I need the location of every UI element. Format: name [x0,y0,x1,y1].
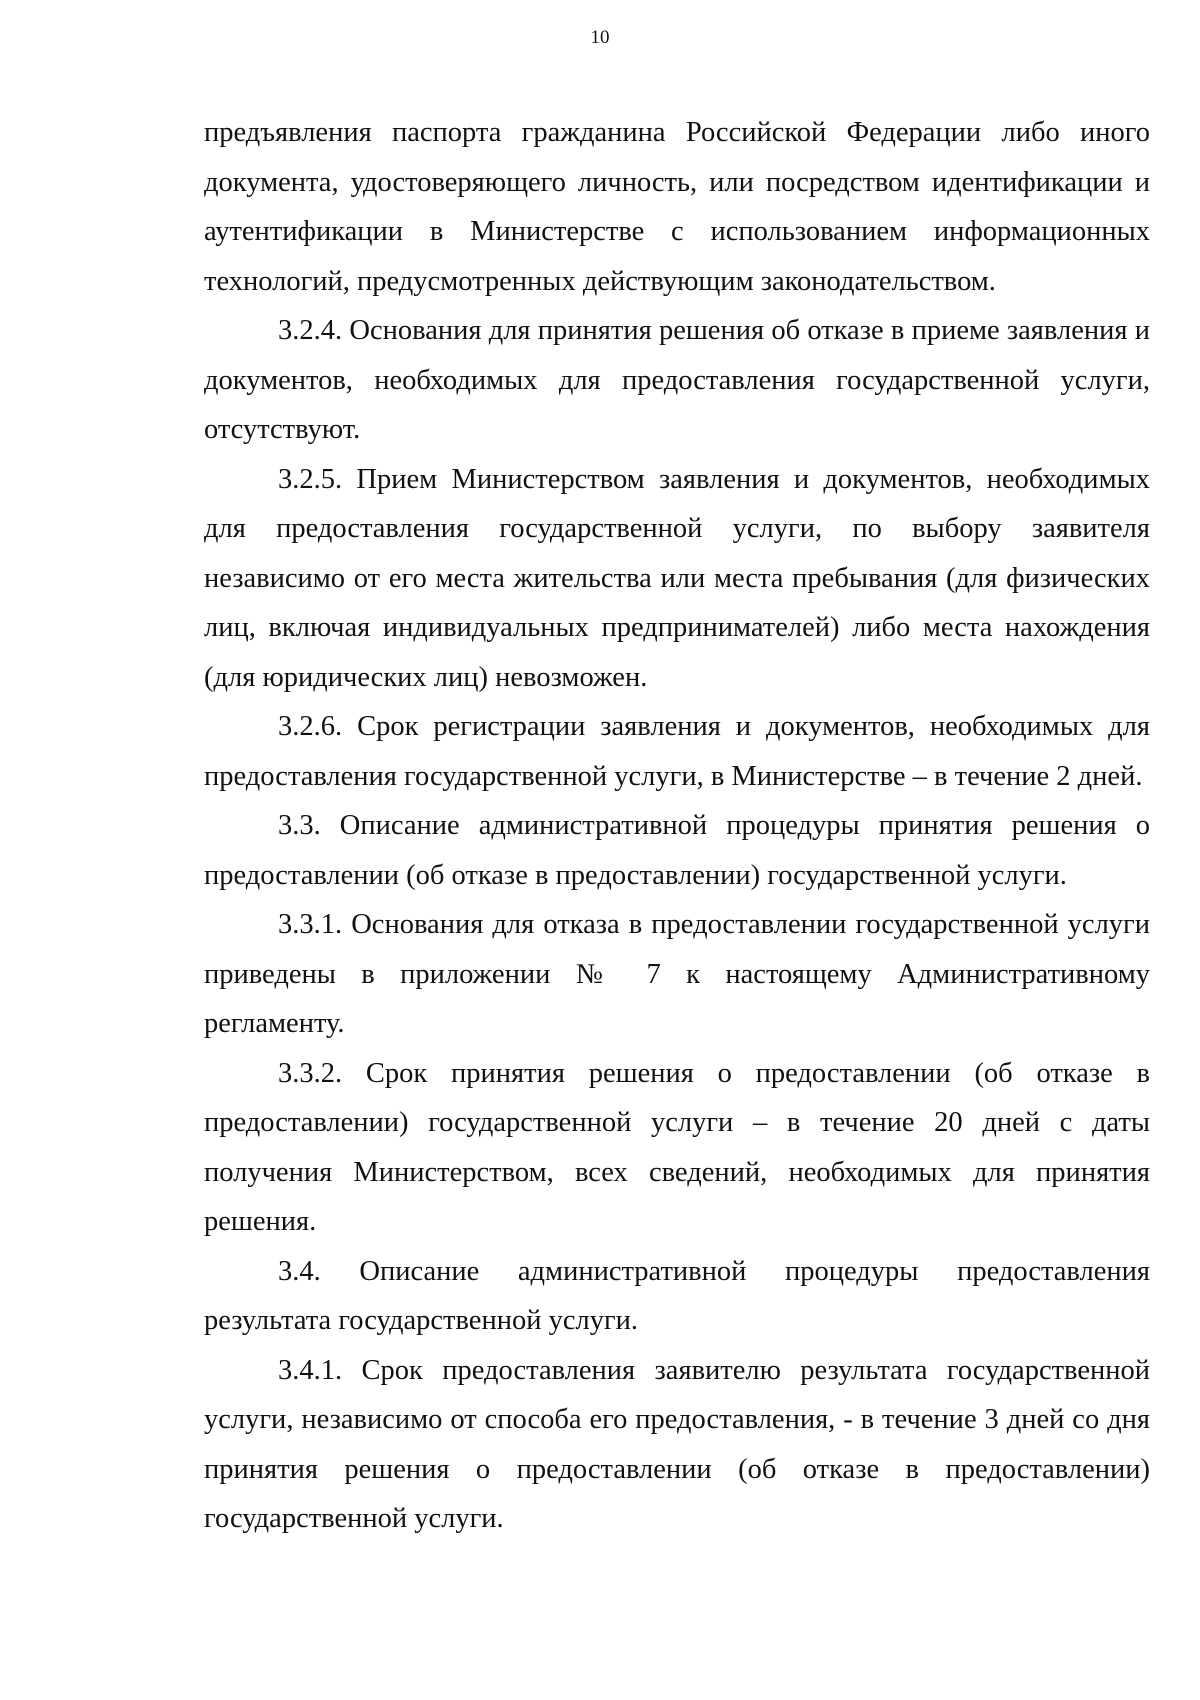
paragraph-3-3: 3.3. Описание административной процедуры принятия решения о предоставлении (об отказе в предоставлении) государственной услуги. [204,810,1150,891]
paragraph-3-2-5: 3.2.5. Прием Министерством заявления и документов, необходимых для предоставления государственной услуги, по выбору заявителя независимо от его места жительства или места пребывания (для физических лиц, включая индивидуальных предпринимателей) либо места нахождения (для юридических лиц) невозможен. [204,463,1150,693]
paragraph-3-4-1: 3.4.1. Срок предоставления заявителю результата государственной услуги, независимо от способа его предоставления, - в течение 3 дней со дня принятия решения о предоставлении (об отказе в предоставлении) государственной услуги. [204,1354,1150,1534]
paragraph-3-3-1: 3.3.1. Основания для отказа в предоставлении государственной услуги приведены в приложении № 7 к настоящему Административному регламенту. [204,909,1150,1039]
paragraph-3-2-6: 3.2.6. Срок регистрации заявления и документов, необходимых для предоставления государственной услуги, в Министерстве – в течение 2 дней. [204,711,1150,792]
paragraph-3-3-2: 3.3.2. Срок принятия решения о предоставлении (об отказе в предоставлении) государственной услуги – в течение 20 дней с даты получения Министерством, всех сведений, необходимых для принятия решения. [204,1057,1150,1237]
document-body [204,108,1150,1544]
page-number: 10 [590,27,610,48]
paragraph-3-2-4: 3.2.4. Основания для принятия решения об отказе в приеме заявления и документов, необходимых для предоставления государственной услуги, отсутствуют. [204,315,1150,445]
paragraph-continuation: предъявления паспорта гражданина Российской Федерации либо иного документа, удостоверяющего личность, или посредством идентификации и аутентификации в Министерстве с использованием информационных технологий, предусмотренных действующим законодательством. [204,117,1150,297]
paragraph-3-4: 3.4. Описание административной процедуры предоставления результата государственной услуги. [204,1255,1150,1336]
